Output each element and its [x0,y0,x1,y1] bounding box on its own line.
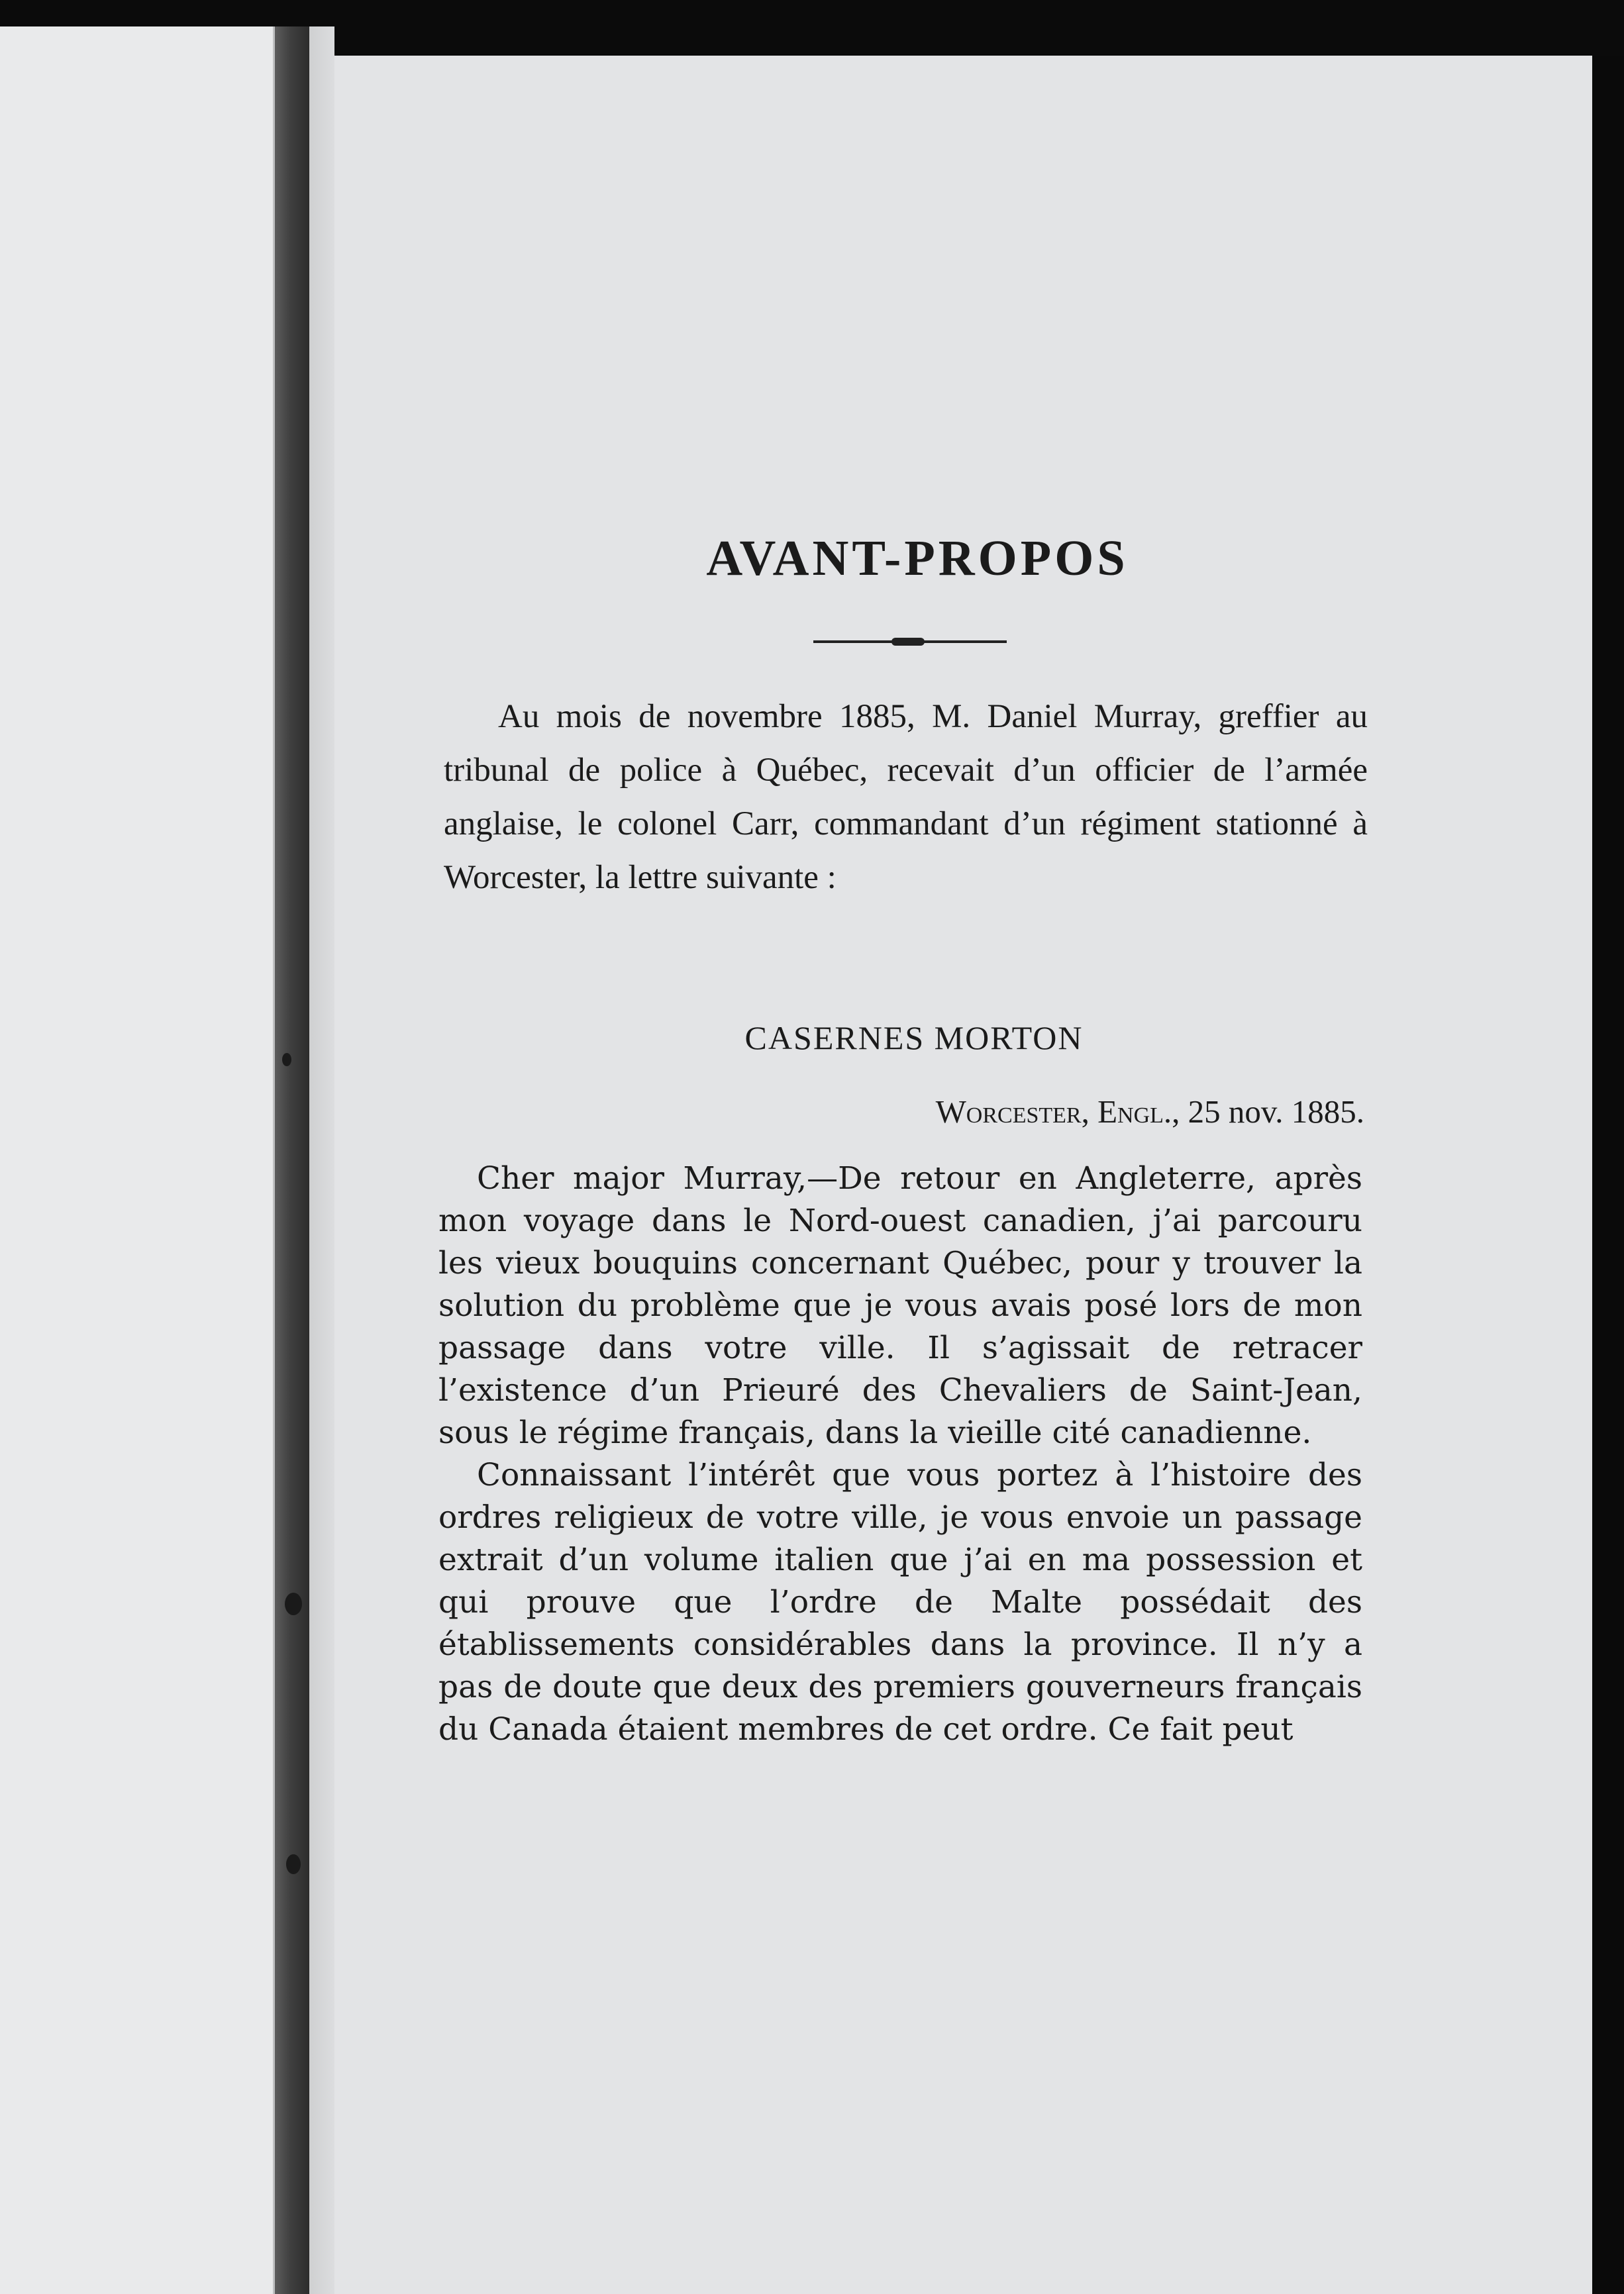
gutter-gap [309,26,334,2294]
letter-paragraph: Cher major Murray,—De retour en Angleterre, après mon voyage dans le Nord-ouest canadien, j’ai parcouru les vieux bouquins concernant Québec, pour y trouver la solution du problème que je vous avais posé lors de mon passage dans votre ville. Il s’agissait de retracer l’existence d’un Prieuré des Chevaliers de Saint-Jean, sous le régime français, dans la vieille cité canadienne. [438,1160,1362,1451]
ink-speck [286,1854,301,1874]
page-title: AVANT-PROPOS [706,530,1129,586]
title-ornament-rule [813,640,1007,643]
letter-heading: CASERNES MORTON [744,1019,1084,1056]
letter-paragraph: Connaissant l’intérêt que vous portez à l’histoire des ordres religieux de votre ville, je vous envoie un passage extrait d’un volume italien que j’ai en ma possession et qui prouve que l’ordre de Malte possédait des établissements considérables dans la province. Il n’y a pas de doute que deux des premiers gouverneurs français du Canada étaient membres de cet ordre. Ce fait peut [438,1457,1362,1748]
intro-text: Au mois de novembre 1885, M. Daniel Murray, greffier au tribunal de police à Québec, recevait d’un officier de l’armée anglaise, le colonel Carr, commandant d’un régiment stationné à Worcester, la lettre suivante : [444,698,1368,896]
intro-paragraph [444,690,1368,905]
letter-body [438,1158,1362,1751]
dateline-date: 25 nov. 1885. [1188,1093,1364,1130]
ink-speck [282,1053,291,1066]
ink-speck [285,1593,302,1615]
facing-page [0,26,275,2294]
book-gutter [275,26,309,2294]
scan-right-border [1592,56,1624,2294]
dateline-place: Worcester, Engl., [935,1093,1180,1130]
letter-dateline [762,1093,1364,1130]
